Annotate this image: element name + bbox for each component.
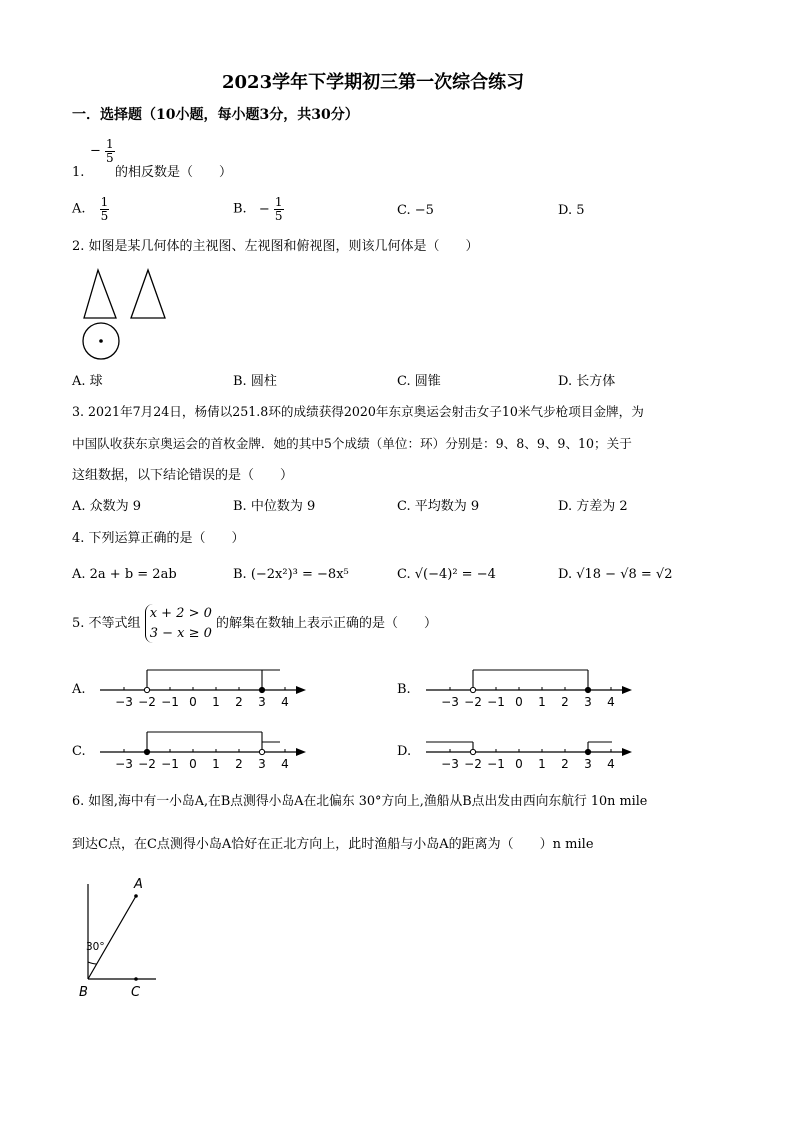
- tick-label: −3: [115, 757, 133, 771]
- tick-label: 2: [561, 695, 569, 709]
- q1-number: 1.: [72, 165, 85, 180]
- tick-label: −2: [464, 757, 482, 771]
- q6-stem-line1: 6. 如图,海中有一小岛A,在B点测得小岛A在北偏东 30°方向上,渔船从B点出发由西向东航行 10n mile: [72, 794, 648, 809]
- q1-option-b-sign: −: [258, 201, 270, 217]
- q5-option-a-label[interactable]: A.: [72, 682, 86, 697]
- point-c: [134, 977, 138, 981]
- q1-option-a[interactable]: [72, 196, 109, 222]
- tick-label: 0: [515, 757, 523, 771]
- endpoint-left: [144, 687, 149, 692]
- q4-option-d[interactable]: D. √18 − √8 = √2: [558, 567, 673, 582]
- tick-label: 1: [212, 695, 220, 709]
- q1-stem-tail: 的相反数是（ ）: [115, 165, 233, 180]
- q1-option-a-fraction: [100, 196, 110, 222]
- tick-label: 0: [515, 695, 523, 709]
- tick-label: −1: [487, 757, 505, 771]
- point-a: [134, 894, 138, 898]
- endpoint-right: [585, 749, 590, 754]
- label-angle: 30°: [86, 941, 105, 953]
- side-view-triangle: [131, 270, 165, 318]
- tick-label: 4: [281, 695, 289, 709]
- q1-option-b[interactable]: [233, 196, 284, 222]
- axis-arrow: [296, 686, 306, 694]
- q5-ineq1: x + 2 > 0: [149, 606, 212, 621]
- q1-frac-num: 1: [106, 137, 114, 151]
- q2-option-b[interactable]: B. 圆柱: [233, 374, 277, 389]
- q6-stem-line2: 到达C点，在C点测得小岛A恰好在正北方向上，此时渔船与小岛A的距离为（ ）n mile: [72, 837, 594, 852]
- tick-label: 0: [189, 757, 197, 771]
- label-b: B: [79, 985, 88, 1000]
- tick-label: −2: [138, 695, 156, 709]
- q3-stem-line2: 中国队收获东京奥运会的首枚金牌．她的其中5个成绩（单位：环）分别是：9、8、9、9、10；关于: [72, 436, 632, 451]
- tick-label: 2: [561, 757, 569, 771]
- q1-option-d[interactable]: D. 5: [558, 203, 585, 218]
- front-view-triangle: [84, 270, 116, 318]
- tick-label: 1: [212, 757, 220, 771]
- q2-option-c[interactable]: C. 圆锥: [397, 374, 441, 389]
- q5-inequality-system: [145, 604, 212, 643]
- tick-label: −3: [441, 757, 459, 771]
- tick-label: 2: [235, 757, 243, 771]
- q5-ineq2: 3 − x ≥ 0: [149, 625, 212, 641]
- q3-option-a[interactable]: A. 众数为 9: [72, 499, 142, 514]
- q1-fraction-sign: −: [90, 143, 101, 159]
- tick-label: 3: [258, 695, 266, 709]
- page-title: 2023学年下学期初三第一次综合练习: [222, 72, 525, 93]
- endpoint-left: [144, 749, 149, 754]
- endpoint-right: [259, 749, 264, 754]
- q3-stem-line1: 3. 2021年7月24日，杨倩以251.8环的成绩获得2020年东京奥运会射击女子10米气步枪项目金牌，为: [72, 404, 644, 419]
- q5-option-c-label[interactable]: C.: [72, 744, 86, 759]
- q1-frac-den: 5: [106, 150, 114, 165]
- q4-option-a[interactable]: A. 2a + b = 2ab: [72, 567, 177, 582]
- q5-suffix: 的解集在数轴上表示正确的是（ ）: [216, 616, 438, 631]
- endpoint-left: [470, 687, 475, 692]
- tick-label: 3: [258, 757, 266, 771]
- q5-option-b-numberline[interactable]: [422, 660, 642, 715]
- q3-option-d[interactable]: D. 方差为 2: [558, 499, 628, 514]
- tick-label: 1: [538, 695, 546, 709]
- q4-option-c[interactable]: C. √(−4)² = −4: [397, 567, 496, 582]
- label-c: C: [131, 985, 141, 1000]
- line-ba: [88, 896, 136, 979]
- q4-option-b[interactable]: B. (−2x²)³ = −8x⁵: [233, 567, 349, 582]
- q1-opt-a-num: 1: [100, 195, 109, 209]
- tick-label: −3: [441, 695, 459, 709]
- q5-option-d-numberline[interactable]: [422, 722, 642, 777]
- axis-arrow: [622, 686, 632, 694]
- q2-stem: 2. 如图是某几何体的主视图、左视图和俯视图，则该几何体是（ ）: [72, 239, 479, 254]
- tick-label: 4: [281, 757, 289, 771]
- q5-option-c-numberline[interactable]: [96, 722, 316, 777]
- q1-option-b-fraction: [274, 196, 284, 222]
- tick-label: −1: [161, 695, 179, 709]
- q3-option-b[interactable]: B. 中位数为 9: [233, 499, 316, 514]
- q1-opt-b-num: 1: [274, 195, 283, 209]
- q5-option-d-label[interactable]: D.: [397, 744, 412, 759]
- tick-label: −1: [487, 695, 505, 709]
- q1-opt-b-den: 5: [274, 208, 283, 223]
- q2-three-views-figure: [78, 264, 178, 364]
- q3-stem-line3: 这组数据，以下结论错误的是（ ）: [72, 468, 294, 483]
- endpoint-right: [585, 687, 590, 692]
- q2-option-a[interactable]: A. 球: [72, 374, 103, 389]
- axis-arrow: [622, 748, 632, 756]
- endpoint-left: [470, 749, 475, 754]
- axis-arrow: [296, 748, 306, 756]
- q5-option-a-numberline[interactable]: [96, 660, 316, 715]
- tick-label: 0: [189, 695, 197, 709]
- section-heading: 一．选择题（10小题，每小题3分，共30分）: [72, 107, 359, 123]
- angle-arc: [88, 962, 97, 964]
- q1-option-c[interactable]: C. −5: [397, 203, 434, 218]
- q4-stem: 4. 下列运算正确的是（ ）: [72, 531, 245, 546]
- endpoint-right: [259, 687, 264, 692]
- q1-option-a-label: A.: [72, 201, 86, 217]
- tick-label: −3: [115, 695, 133, 709]
- q1-fraction-value: [105, 138, 115, 164]
- label-a: A: [134, 877, 143, 892]
- q2-option-d[interactable]: D. 长方体: [558, 374, 616, 389]
- tick-label: −1: [161, 757, 179, 771]
- top-view-center-dot: [99, 339, 103, 343]
- tick-label: 2: [235, 695, 243, 709]
- q5-prefix: 5. 不等式组: [72, 616, 141, 631]
- tick-label: 4: [607, 695, 615, 709]
- q1-fraction: [90, 138, 115, 164]
- q6-figure: [76, 872, 176, 1002]
- q1-opt-a-den: 5: [100, 208, 109, 223]
- tick-label: 3: [584, 757, 592, 771]
- tick-label: 4: [607, 757, 615, 771]
- tick-label: 1: [538, 757, 546, 771]
- q3-option-c[interactable]: C. 平均数为 9: [397, 499, 480, 514]
- q1-option-b-label: B.: [233, 201, 247, 217]
- tick-label: −2: [138, 757, 156, 771]
- q5-option-b-label[interactable]: B.: [397, 682, 411, 697]
- tick-label: 3: [584, 695, 592, 709]
- tick-label: −2: [464, 695, 482, 709]
- q5-stem: [72, 604, 437, 643]
